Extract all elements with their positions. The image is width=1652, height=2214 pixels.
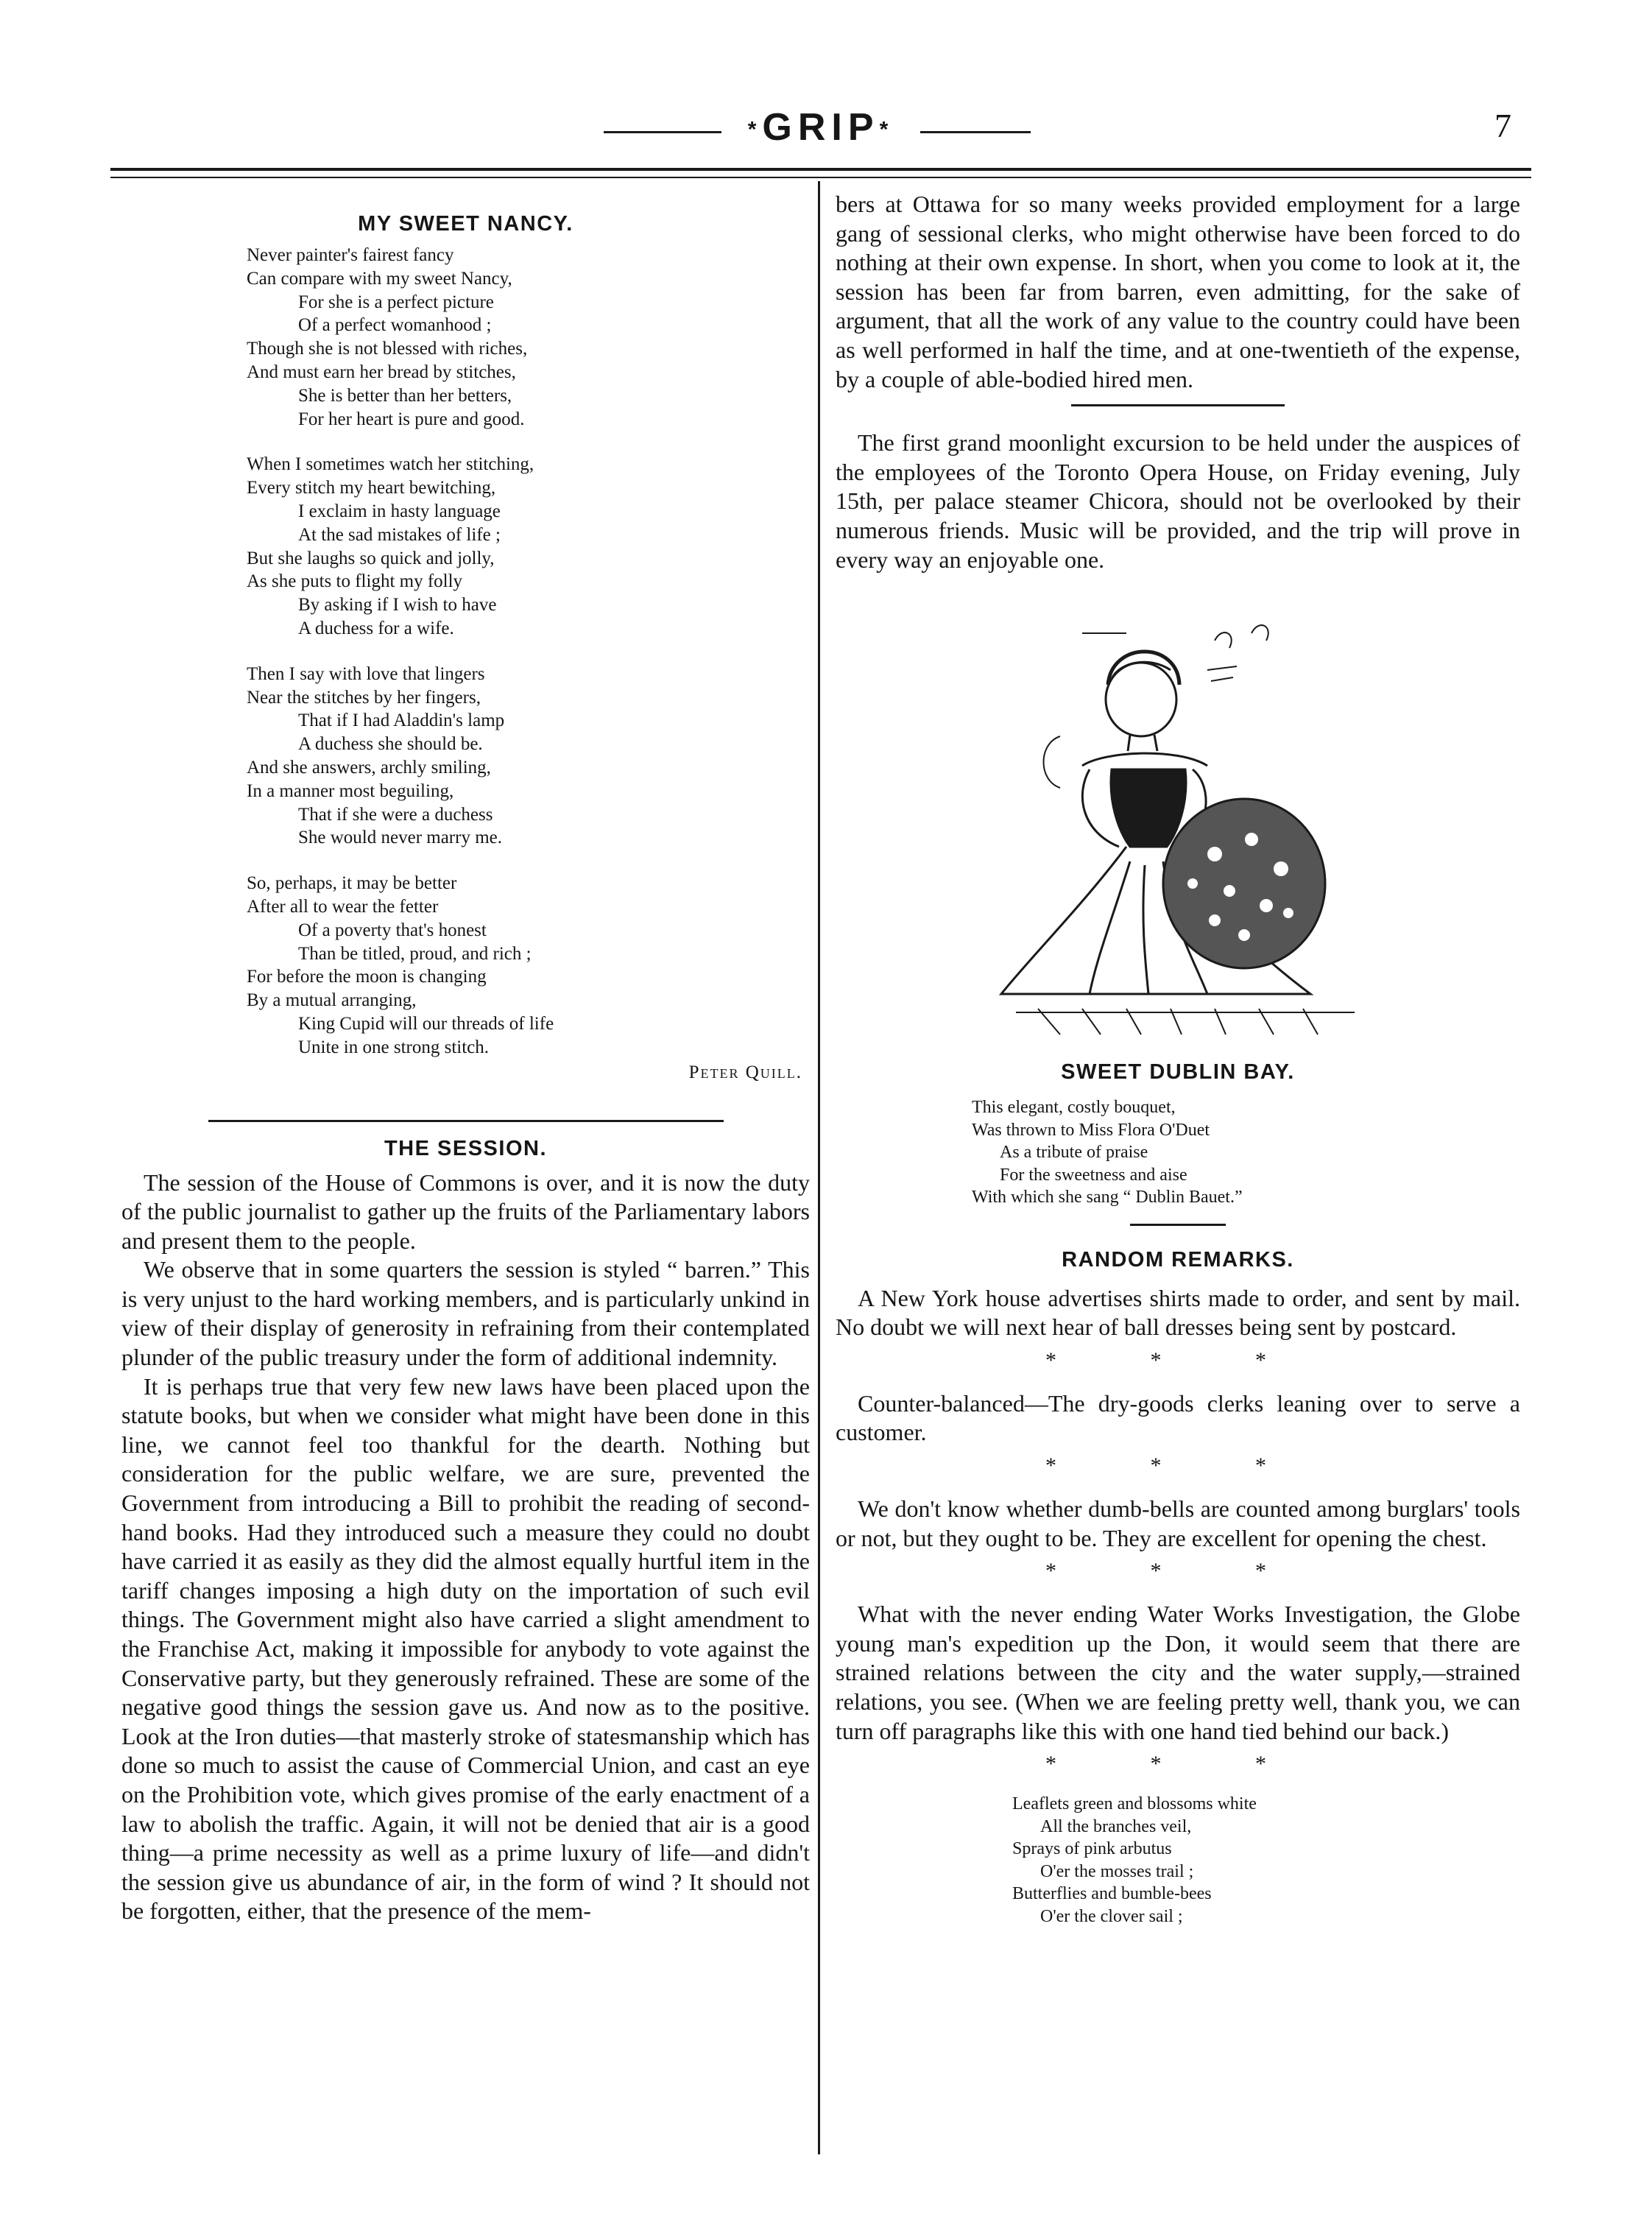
verse-line: Was thrown to Miss Flora O'Duet [972, 1120, 1210, 1140]
random-remarks-title: RANDOM REMARKS. [1062, 1247, 1294, 1272]
verse-line: Than be titled, proud, and rich ; [298, 943, 532, 964]
cartoon-illustration [972, 611, 1384, 1038]
verse-line: And she answers, archly smiling, [247, 757, 491, 778]
session-paragraph: We observe that in some quarters the session is styled “ barren.” This is very unjust to the hard working members, and is particularly unkind in view of their display of generosity in refraining from their contemplated plunder of the public treasury under the form of additional indemnity. [121, 1256, 810, 1371]
verse-line: Leaflets green and blossoms white [1012, 1794, 1257, 1814]
verse-line: As a tribute of praise [1000, 1143, 1148, 1163]
excursion-notice: The first grand moonlight excursion to be held under the auspices of the employees of the Toronto Opera House, on Friday evening, July 15th, per palace steamer Chicora, should not be overlooked by their numerous friends. Music will be provided, and the trip will prove in every way an enjoyable one. [836, 429, 1520, 573]
verse-line: Butterflies and bumble-bees [1012, 1884, 1212, 1904]
masthead-rule-right [920, 131, 1031, 133]
remark-paragraph: A New York house advertises shirts made to order, and sent by mail. No doubt we will next hear of ball dresses being sent by postcard. [836, 1284, 1520, 1341]
remark-paragraph: We don't know whether dumb-bells are counted among burglars' tools or not, but they ought to be. They are excellent for opening the chest. [836, 1495, 1520, 1551]
star-separator: * * * [1045, 1453, 1310, 1478]
section-divider [1130, 1224, 1226, 1226]
verse-line: Near the stitches by her fingers, [247, 687, 481, 708]
poem [121, 244, 810, 1060]
verse-line: At the sad mistakes of life ; [298, 524, 501, 545]
verse-line: I exclaim in hasty language [298, 501, 501, 521]
verse-line: With which she sang “ Dublin Bauet.” [972, 1188, 1243, 1208]
column-divider [818, 181, 820, 2154]
star-separator: * * * [1045, 1559, 1310, 1584]
left-column [121, 190, 810, 1926]
session-paragraph: The session of the House of Commons is over, and it is now the duty of the public journalist to gather up the fruits of the Parliamentary labors and present them to the people. [121, 1168, 810, 1254]
verse-line: As she puts to flight my folly [247, 571, 463, 592]
verse-line: And must earn her bread by stitches, [247, 362, 516, 382]
verse-line: King Cupid will our threads of life [298, 1013, 554, 1034]
verse-line: A duchess she should be. [298, 734, 483, 755]
verse-line: Then I say with love that lingers [247, 663, 485, 684]
cartoon-title: SWEET DUBLIN BAY. [1061, 1060, 1295, 1085]
poem-title: MY SWEET NANCY. [358, 212, 573, 236]
session-title: THE SESSION. [384, 1136, 548, 1160]
random-remarks [836, 1284, 1520, 1776]
verse-line: Though she is not blessed with riches, [247, 339, 528, 359]
session-paragraph: It is perhaps true that very few new laws have been placed upon the statute books, but when we consider what might have been done in this line, we cannot feel too thankful for the dearth. Nothing but consideration for the public welfare, we are sure, prevented the Government from introducing a Bill to prohibit the reading of second-hand books. Had they introduced such a measure they could no doubt have carried it as easily as they did the almost equally hurtful item in the tariff changes imposing a high duty on the importation of such evil things. The Government might also have carried a slight amendment to the Franchise Act, making it impossible for anybody to vote against the Conservative party, but they generously refrained. These are some of the negative good things the session gave us. And now as to the positive. Look at the Iron duties—that masterly stroke of statesmanship which has done so much to assist the cause of Commercial Union, and cast an eye on the Prohibition vote, which gives promise of the early enactment of a law to abolish the traffic. Again, it will not be denied that air is a good thing—a prime necessity as well as a prime luxury of life—and didn't the session give us abundance of air, in the form of wind ? It should not be forgotten, either, that the presence of the mem- [121, 1372, 810, 1925]
cartoon [836, 611, 1520, 1038]
verse-line: By a mutual arranging, [247, 990, 417, 1011]
masthead-title: *GRIP* [747, 106, 894, 149]
remark-paragraph: What with the never ending Water Works Investigation, the Globe young man's expedition up the Don, it would seem that there are strained relations between the city and the water supply,—strained relations, you see. (When we are feeling pretty well, thank you, we can turn off paragraphs like this with one hand tied behind our back.) [836, 1601, 1520, 1744]
verse-line: She would never marry me. [298, 828, 503, 848]
verse-line: For the sweetness and aise [1000, 1165, 1187, 1185]
verse-line: Of a poverty that's honest [298, 920, 487, 940]
verse-line: When I sometimes watch her stitching, [247, 454, 534, 475]
verse-line: For she is a perfect picture [298, 292, 494, 312]
verse-line: But she laughs so quick and jolly, [247, 548, 495, 568]
verse-line: Sprays of pink arbutus [1012, 1839, 1172, 1859]
masthead [0, 102, 1652, 153]
verse-line: After all to wear the fetter [247, 896, 439, 917]
remark-paragraph: Counter-balanced—The dry-goods clerks leaning over to serve a customer. [836, 1389, 1520, 1446]
verse-line: O'er the mosses trail ; [1040, 1861, 1194, 1881]
section-divider [208, 1120, 724, 1122]
verse-line: For her heart is pure and good. [298, 409, 525, 429]
verse-line: That if I had Aladdin's lamp [298, 711, 505, 731]
verse-line: O'er the clover sail ; [1040, 1906, 1183, 1926]
verse-line: For before the moon is changing [247, 967, 487, 987]
verse-line: So, perhaps, it may be better [247, 873, 457, 894]
poem-stanza [247, 244, 810, 431]
page-number: 7 [1494, 107, 1511, 144]
verse-line: Every stitch my heart bewitching, [247, 478, 496, 498]
masthead-rule-left [604, 131, 721, 133]
header-rule-thin [110, 177, 1531, 178]
verse-line: Can compare with my sweet Nancy, [247, 268, 512, 289]
closing-verse [836, 1793, 1520, 1928]
session-article [121, 1168, 810, 1926]
cartoon-verse [836, 1096, 1520, 1209]
section-divider [1071, 404, 1285, 406]
verse-line: All the branches veil, [1040, 1816, 1192, 1836]
verse-line: Unite in one strong stitch. [298, 1037, 489, 1057]
poem-stanza [247, 872, 810, 1059]
verse-line: That if she were a duchess [298, 804, 493, 825]
session-continuation: bers at Ottawa for so many weeks provided employment for a large gang of sessional clerks, who might otherwise have been forced to do nothing at their own expense. In short, when you come to look at it, the session has been far from barren, even admitting, for the sake of argument, that all the work of any value to the country could have been as well performed in half the time, and at one-twentieth of the expense, by a couple of able-bodied hired men. [836, 191, 1520, 392]
header-rule-thick [110, 168, 1531, 171]
right-column [836, 190, 1520, 1928]
verse-line: Never painter's fairest fancy [247, 245, 454, 265]
star-separator: * * * [1045, 1752, 1310, 1777]
star-separator: * * * [1045, 1347, 1310, 1372]
verse-line: A duchess for a wife. [298, 618, 454, 638]
verse-line: She is better than her betters, [298, 385, 512, 406]
verse-line: By asking if I wish to have [298, 595, 497, 616]
poem-stanza [247, 663, 810, 850]
verse-line: This elegant, costly bouquet, [972, 1098, 1176, 1118]
verse-line: Of a perfect womanhood ; [298, 315, 492, 336]
poem-signature: Peter Quill. [688, 1062, 802, 1082]
poem-stanza [247, 453, 810, 640]
verse-line: In a manner most beguiling, [247, 780, 454, 801]
